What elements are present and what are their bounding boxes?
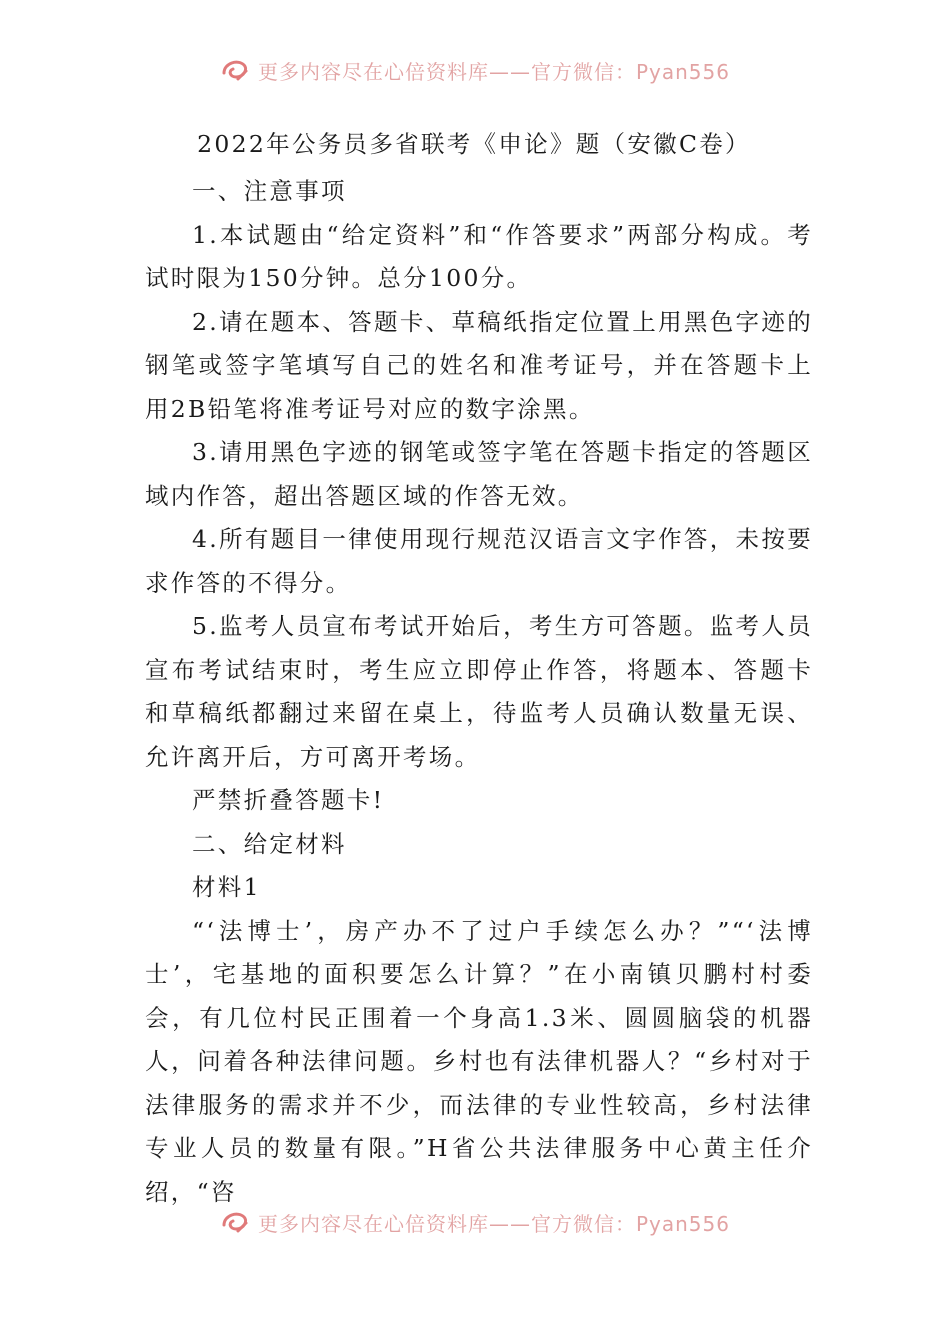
- section-heading-materials: 二、给定材料: [192, 829, 347, 858]
- note-item-3: 3.请用黑色字迹的钢笔或签字笔在答题卡指定的答题区域内作答，超出答题区域的作答无效。: [145, 438, 813, 510]
- section-heading-notes: 一、注意事项: [192, 177, 347, 205]
- note-item-1: 1.本试题由“给定资料”和“作答要求”两部分构成。考试时限为150分钟。总分100分。: [145, 220, 813, 292]
- warning-text: 严禁折叠答题卡!: [192, 786, 385, 814]
- watermark-text: 更多内容尽在心倍资料库——官方微信：Pyan556: [257, 59, 730, 84]
- note-item-2: 2.请在题本、答题卡、草稿纸指定位置上用黑色字迹的钢笔或签字笔填写自己的姓名和准考证号，并在答题卡上用2B铅笔将准考证号对应的数字涂黑。: [145, 307, 813, 423]
- note-item-4: 4.所有题目一律使用现行规范汉语言文字作答，未按要求作答的不得分。: [145, 525, 813, 597]
- document-title: 2022年公务员多省联考《申论》题（安徽C卷）: [197, 130, 751, 158]
- header-watermark: [0, 54, 950, 86]
- footer-watermark: [0, 1206, 950, 1238]
- swirl-logo-icon: [220, 57, 250, 83]
- watermark-text: 更多内容尽在心倍资料库——官方微信：Pyan556: [257, 1211, 730, 1236]
- swirl-logo-icon: [220, 1209, 250, 1235]
- note-item-5: 5.监考人员宣布考试开始后，考生方可答题。监考人员宣布考试结束时，考生应立即停止作答，将题本、答题卡和草稿纸都翻过来留在桌上，待监考人员确认数量无误、允许离开后，方可离开考场。: [145, 612, 813, 771]
- material-paragraph-1: “‘法博士’，房产办不了过户手续怎么办？”“‘法博士’，宅基地的面积要怎么计算？”在小南镇贝鹏村村委会，有几位村民正围着一个身高1.3米、圆圆脑袋的机器人，问着各种法律问题。乡村也有法律机器人？“乡村对于法律服务的需求并不少，而法律的专业性较高，乡村法律专业人员的数量有限。”H省公共法律服务中心黄主任介绍，“咨: [145, 916, 813, 1206]
- material-heading-1: 材料1: [192, 873, 261, 901]
- document-body: [145, 118, 813, 1214]
